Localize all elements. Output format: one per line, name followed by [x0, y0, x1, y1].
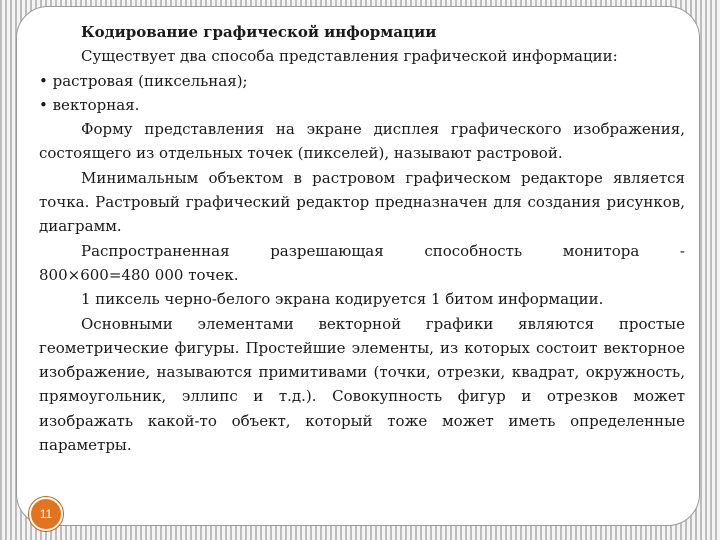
slide-card: [16, 6, 700, 526]
slide-title: Кодирование графической информации: [81, 23, 437, 41]
raster-editor-paragraph: Минимальным объектом в растровом графическом редакторе является точка. Растровый графический редактор предназначен для создания рисунков, диаграмм.: [39, 168, 685, 236]
page-number-badge: 11: [29, 497, 63, 531]
pixel-bit-paragraph: 1 пиксель черно-белого экрана кодируется 1 битом информации.: [81, 290, 604, 309]
bullet-raster: • растровая (пиксельная);: [39, 71, 248, 90]
vector-paragraph: Основными элементами векторной графики являются простые геометрические фигуры. Простейшие элементы, из которых состоит векторное изображение, называются примитивами (точки, отрезки, квадрат, окружность, прямоугольник, эллипс и т.д.). Совокупность фигур и отрезков может изображать какой-то объект, который тоже может иметь определенные параметры.: [39, 314, 685, 455]
intro-paragraph: Существует два способа представления графической информации:: [81, 47, 618, 66]
raster-definition-paragraph: Форму представления на экране дисплея графического изображения, состоящего из отдельных точек (пикселей), называют растровой.: [39, 120, 685, 163]
bullet-vector: • векторная.: [39, 95, 140, 114]
resolution-paragraph: Распространенная разрешающая способность монитора -: [81, 241, 685, 260]
slide-body: [39, 20, 685, 457]
resolution-value: 800×600=480 000 точек.: [39, 265, 239, 284]
